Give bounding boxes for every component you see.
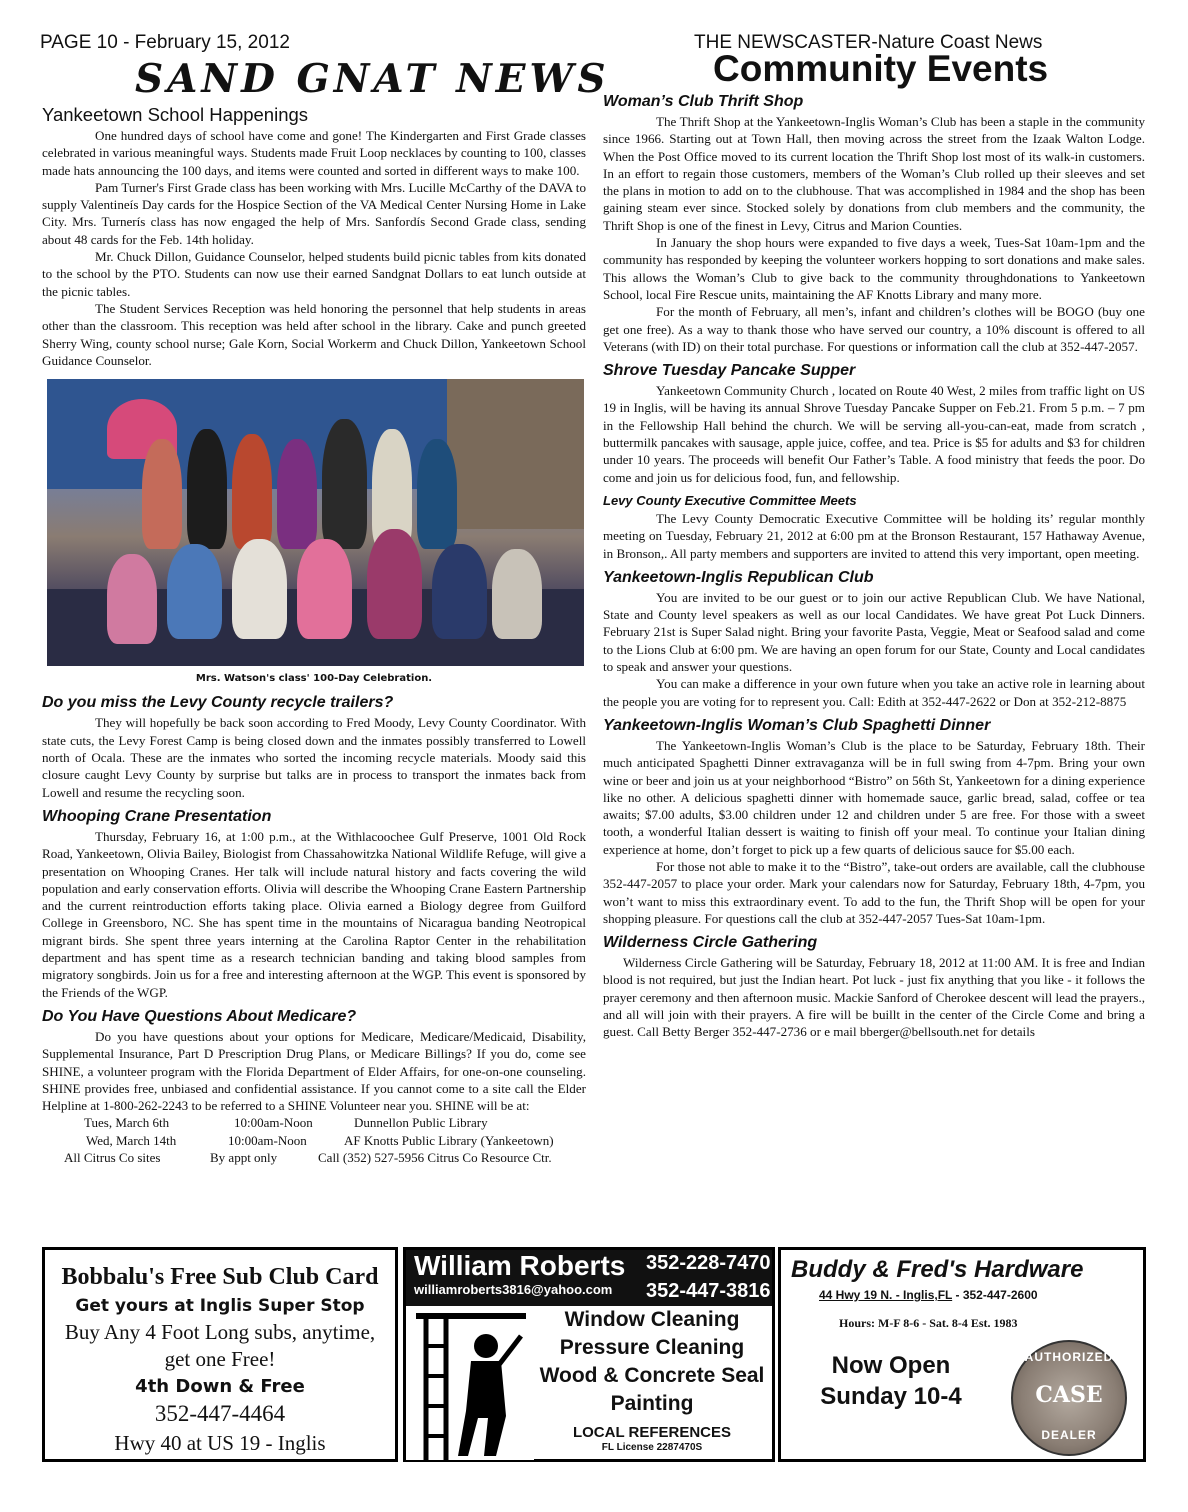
paragraph: They will hopefully be back soon according to Fred Moody, Levy County Coordinator. With state cuts, the Levy Forest Camp is being closed down and the inmates possibly transferred to Lowell north of Ocala. These are the inmates who sorted the incoming recycle materials. Moody said this closure caught Levy County by surprise but talks are in process to transport the inmates back from Lowell and resume the recycling soon. xyxy=(42,715,586,800)
painter-ladder-icon xyxy=(406,1306,534,1460)
shine-schedule xyxy=(42,1114,586,1167)
left-column xyxy=(42,104,586,1167)
ad-phone: 352-228-7470 xyxy=(646,1252,771,1274)
page-number-date: PAGE 10 - February 15, 2012 xyxy=(40,32,290,53)
article-title: Yankeetown-Inglis Woman’s Club Spaghetti Dinner xyxy=(603,716,991,734)
article-title: Do you miss the Levy County recycle trailers? xyxy=(42,694,394,712)
ad-bobbalus xyxy=(42,1247,398,1462)
ad-service: Wood & Concrete Seal xyxy=(539,1364,765,1387)
photo-caption: Mrs. Watson's class' 100-Day Celebration. xyxy=(195,673,433,685)
ad-service: Pressure Cleaning xyxy=(559,1336,745,1359)
ad-phone: 352-447-3816 xyxy=(646,1280,771,1302)
paragraph: In January the shop hours were expanded to five days a week, Tues-Sat 10am-1pm and the community has responded by keeping the volunteer workers hopping to sort donations and make sales. This allows the Woman’s Club to give back to the community throughdonations to Yankeetown School, local Fire Rescue units, maintaining the AF Knotts Library and many more. xyxy=(603,235,1145,302)
article-title: Woman’s Club Thrift Shop xyxy=(603,93,804,110)
ad-william-roberts xyxy=(403,1247,775,1462)
paragraph: For those not able to make it to the “Bistro”, take-out orders are available, call the clubhouse 352-447-2057 to place your order. Mark your calendars now for Saturday, February 18th, 4-7pm, you won’t want to miss this extraordinary event. To add to the fun, the Thrift Shop will be open for your shopping pleasure. For questions call the club at 352-447-2057 Tues-Sat 10am-1pm. xyxy=(603,858,1145,926)
section-title-sand-gnat: SAND GNAT NEWS xyxy=(135,56,610,102)
paragraph: Yankeetown Community Church , located on Route 40 West, 2 miles from traffic light on US 19 in Inglis, will be having its annual Shrove Tuesday Pancake Supper on Feb.21. From 5 p.m. – 7 pm in the Fellowship Hall behind the church. We will be serving all-you-can-eat, made from scratch , buttermilk pancakes with sausage, apple juice, coffee, and tea. Price is $5 for adults and $3 for children under 10 years. The proceeds will benefit Our Father’s Table. A food ministry that feeds the poor. Do come and join us for delicious food, fun, and fellowship. xyxy=(603,383,1145,485)
article-title: Wilderness Circle Gathering xyxy=(603,934,818,952)
article-title: Whooping Crane Presentation xyxy=(42,807,272,825)
article-title: Yankeetown School Happenings xyxy=(42,104,309,125)
paragraph: Wilderness Circle Gathering will be Saturday, February 18, 2012 at 11:00 AM. It is free and Indian blood is not required, but just the Indian heart. Pot luck - just fix anything that you like - it follows the prayer ceremony and then afternoon music. Mackie Sanford of Cherokee descent will lead the prayers., and all will join with their prayers. A fire will be buillt in the center of the Circle Come and bring a guest. Call Betty Berger 352-447-2736 or e mail bberger@bellsouth.net for details xyxy=(603,955,1145,1040)
paragraph: You are invited to be our guest or to join our active Republican Club. We have National, State and County level speakers as well as our local Candidates. We have great Pot Luck Dinners. February 21st is Super Salad night. Bring your favorite Pasta, Veggie, Meat or Seafood salad and come to the Lions Club at 6:00 pm. We are having an open forum for our State, County and Local candidates to speak and answer your questions. xyxy=(603,589,1145,675)
section-title-community-events: Community Events xyxy=(713,48,1049,89)
ad-open-line: Sunday 10-4 xyxy=(820,1383,962,1410)
ad-service: Window Cleaning xyxy=(564,1308,740,1331)
case-dealer-seal: AUTHORIZED CASE DEALER xyxy=(1011,1340,1127,1456)
ad-address: 44 Hwy 19 N. - Inglis,FL xyxy=(819,1288,953,1302)
article-title: Yankeetown-Inglis Republican Club xyxy=(603,568,874,586)
ad-service: Painting xyxy=(610,1392,694,1415)
paragraph: For the month of February, all men’s, infant and children’s clothes will be BOGO (buy one get one free). As a way to thank those who have served our country, a 10% discount is offered to all Veterans (with ID) on their total purchase. For questions or information call the club at 352-447-2057. xyxy=(603,304,1145,354)
paragraph: The Yankeetown-Inglis Woman’s Club is the place to be Saturday, February 18th. Their much anticipated Spaghetti Dinner extravaganza will be in full swing from 4-7pm. Bring your own wine or beer and join us at your neighborhood “Bistro” on 56th St, Yankeetown for a dining experience like no other. A delicious spaghetti dinner with homemade sauce, garlic bread, salad, coffee or tea awaits; $7.00 adults, $3.00 children under 12 and children under 5 are free. For those with a sweet tooth, a wonderful Italian dessert is waiting to finish off your meal. To continue your Italian dining experience at home, don’t forget to pick up a few quarts of delicious sauce for $5.00 each. xyxy=(603,737,1145,857)
ad-name: William Roberts xyxy=(414,1250,626,1281)
schedule-row: All Citrus Co sites By appt only Call (352) 527-5956 Citrus Co Resource Ctr. xyxy=(64,1150,552,1166)
paragraph: Pam Turner's First Grade class has been working with Mrs. Lucille McCarthy of the DAVA to supply Valentineís Day cards for the Hospice Section of the VA Medical Center Nursing Home in Lake City. Mrs. Turnerís class has now engaged the help of Mrs. Sanfordís Second Grade class, sending about 48 cards for the Feb. 14th holiday. xyxy=(42,179,586,247)
ad-references: LOCAL REFERENCES xyxy=(572,1424,732,1441)
paragraph: The Thrift Shop at the Yankeetown-Inglis Woman’s Club has been a staple in the community since 1966. Starting out at Town Hall, then moving across the street from the Izaak Walton Lodge. When the Post Office moved to its current location the Thrift Shop lost most of its walk-in customers. In an effort to regain those customers, members of the Woman’s Club rolled up their sleeves and set the plans in motion to add on to the clubhouse. That was accomplished in 1984 and the shop has been gaining steam ever since. Stocked solely by donations from club members and the community, the Thrift Shop is one of the finest in Levy, Citrus and Marion Counties. xyxy=(603,114,1145,233)
class-photo xyxy=(47,379,584,666)
ad-line: get one Free! xyxy=(164,1347,276,1371)
paragraph: One hundred days of school have come and gone! The Kindergarten and First Grade classes celebrated in various meaningful ways. Students made Fruit Loop necklaces by counting to 100, classes made hats announcing the 100 days, and items were counted and sorted in different ways to make 100. xyxy=(42,128,586,178)
paragraph: Do you have questions about your options for Medicare, Medicare/Medicaid, Disability, Supplemental Insurance, Part D Prescription Drug Plans, or Medicare Billings? If you do, come see SHINE, a volunteer program with the Florida Department of Elder Affairs, for one-on-one counseling. SHINE provides free, unbiased and confidential assistance. If you cannot come to a site call the Elder Helpline at 1-800-262-2243 to be referred to a SHINE Volunteer near you. SHINE will be at: xyxy=(42,1028,586,1114)
ad-hours: Hours: M-F 8-6 - Sat. 8-4 Est. 1983 xyxy=(839,1316,1018,1330)
schedule-row: Wed, March 14th 10:00am-Noon AF Knotts Public Library (Yankeetown) xyxy=(86,1132,554,1148)
ad-license: FL License 2287470S xyxy=(601,1442,703,1453)
paragraph: Thursday, February 16, at 1:00 p.m., at the Withlacoochee Gulf Preserve, 1001 Old Rock Road, Yankeetown, Olivia Bailey, Biologist from Chassahowitzka National Wildlife Refuge, will give a presentation on Whooping Cranes. Her talk will include natural history and facts covering the wild population and early conservation efforts. Olivia will describe the Whooping Crane Eastern Partnership and the current reintroduction efforts taking place. Olivia earned a Biology degree from Guilford College in Greensboro, NC. She has spent time in the mountains of Nicaragua banding Neotropical migrant birds. She spent three years interning at the Carolina Raptor Center in the rehabilitation department and has spent time as a research technician banding and taking blood samples from migratory songbirds. Join us for a free and interesting afternoon at the WGP. This event is sponsored by the Friends of the WGP. xyxy=(42,828,586,1000)
ad-buddy-freds-hardware xyxy=(778,1247,1146,1462)
ad-phone: 352-447-4464 xyxy=(154,1401,286,1426)
ad-open-line: Now Open xyxy=(831,1352,951,1379)
right-column xyxy=(603,92,1145,1041)
paragraph: Mr. Chuck Dillon, Guidance Counselor, helped students build picnic tables from kits donated to the school by the PTO. Students can now use their earned Sandgnat Dollars to eat lunch outside at the picnic tables. xyxy=(42,249,586,299)
ad-title: Bobbalu's Free Sub Club Card xyxy=(61,1264,379,1290)
ad-line: 4th Down & Free xyxy=(135,1376,305,1397)
schedule-row: Tues, March 6th 10:00am-Noon Dunnellon Public Library xyxy=(84,1115,488,1131)
ad-address: Hwy 40 at US 19 - Inglis xyxy=(114,1431,326,1455)
article-title: Do You Have Questions About Medicare? xyxy=(42,1007,357,1025)
paragraph: The Levy County Democratic Executive Committee will be holding its’ regular monthly meeting on Tuesday, February 21, 2012 at 6:00 pm at the Bronson Restaurant, 157 Hathaway Avenue, in Bronson,. All party members and supporters are invited to attend this very important, open meeting. xyxy=(603,510,1145,561)
article-title: Levy County Executive Committee Meets xyxy=(603,492,857,508)
ad-line: Buy Any 4 Foot Long subs, anytime, xyxy=(64,1320,376,1344)
paragraph: The Student Services Reception was held honoring the personnel that help students in areas other than the classroom. This reception was held after school in the library. Cake and punch greeted Sherry Wing, county school nurse; Gale Korn, Social Workerm and Chuck Dillon, Yankeetown School Guidance Counselor. xyxy=(42,300,586,368)
ad-email: williamroberts3816@yahoo.com xyxy=(414,1282,613,1297)
ad-name: Buddy & Fred's Hardware xyxy=(791,1256,1084,1283)
paragraph: You can make a difference in your own future when you take an active role in learning about the people you are voting for to represent you. Call: Edith at 352-447-2622 or Don at 352-212-8875 xyxy=(603,676,1145,709)
article-title: Shrove Tuesday Pancake Supper xyxy=(603,362,856,380)
publication-name: THE NEWSCASTER-Nature Coast News xyxy=(694,32,1043,53)
ad-line: Get yours at Inglis Super Stop xyxy=(75,1296,365,1316)
ad-phone: - 352-447-2600 xyxy=(952,1288,1038,1302)
